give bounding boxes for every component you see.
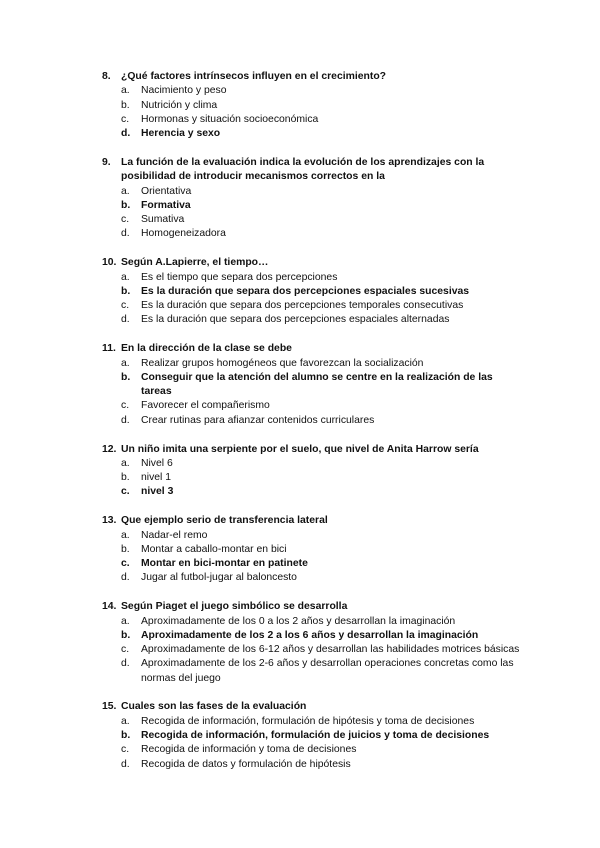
option-letter: a.: [121, 357, 130, 369]
option-letter: a.: [121, 615, 130, 627]
option-text: Sumativa: [141, 214, 185, 226]
option-text: Realizar grupos homogéneos que favorezcan la socialización: [141, 357, 424, 369]
question-text: Que ejemplo serio de transferencia lateral: [121, 515, 328, 527]
question-text: En la dirección de la clase se debe: [121, 343, 292, 355]
option-text: Aproximadamente de los 6-12 años y desarrollan las habilidades motrices básicas: [141, 644, 520, 656]
option-text: Jugar al futbol-jugar al baloncesto: [141, 572, 297, 584]
answer-option: [0, 357, 600, 371]
option-text: Recogida de información, formulación de hipótesis y toma de decisiones: [141, 715, 475, 727]
question-15: [0, 700, 600, 771]
question-8: [0, 70, 600, 141]
answer-option: [0, 84, 600, 98]
question-number: 10.: [102, 257, 117, 269]
option-letter: b.: [121, 730, 131, 742]
correct-answer-option: [0, 285, 600, 299]
option-text: Es la duración que separa dos percepciones temporales consecutivas: [141, 300, 464, 312]
answer-option: [0, 227, 600, 241]
option-text: Nutrición y clima: [141, 99, 218, 111]
question-12: [0, 443, 600, 500]
question-text: Un niño imita una serpiente por el suelo, que nivel de Anita Harrow sería: [121, 443, 479, 455]
option-letter: b.: [121, 371, 131, 383]
question-number: 11.: [102, 343, 116, 355]
option-letter: a.: [121, 457, 130, 469]
question-10: [0, 256, 600, 327]
option-text: Herencia y sexo: [141, 128, 221, 140]
question-text: Cuales son las fases de la evaluación: [121, 701, 307, 713]
answer-option: [0, 615, 600, 629]
option-letter: b.: [121, 472, 130, 484]
answer-option: [0, 529, 600, 543]
question-text: Según Piaget el juego simbólico se desarrolla: [121, 601, 348, 613]
answer-option: [0, 457, 600, 471]
answer-option: [0, 113, 600, 127]
question-number: 14.: [102, 601, 117, 613]
question-number: 13.: [102, 515, 117, 527]
option-text: Recogida de información y toma de decisiones: [141, 744, 357, 756]
option-letter: c.: [121, 400, 130, 412]
option-text: Crear rutinas para afianzar contenidos curriculares: [141, 414, 375, 426]
option-letter: a.: [121, 715, 130, 727]
option-letter: d.: [121, 658, 130, 670]
option-text: Conseguir que la atención del alumno se centre en la realización de las tareas: [141, 371, 493, 398]
option-letter: a.: [121, 85, 130, 97]
option-letter: c.: [121, 113, 130, 125]
answer-option: [0, 313, 600, 327]
option-letter: c.: [121, 744, 130, 756]
option-text: Es la duración que separa dos percepciones espaciales alternadas: [141, 314, 450, 326]
correct-answer-option: [0, 557, 600, 571]
option-letter: a.: [121, 271, 130, 283]
question-list: [0, 70, 600, 786]
option-text: Recogida de datos y formulación de hipótesis: [141, 758, 351, 770]
option-letter: d.: [121, 758, 130, 770]
option-text: Homogeneizadora: [141, 228, 226, 240]
option-text: Aproximadamente de los 2-6 años y desarrollan operaciones concretas como las normas del juego: [141, 658, 514, 684]
option-letter: c.: [121, 558, 130, 570]
question-number: 8.: [102, 71, 111, 82]
answer-option: [0, 299, 600, 313]
option-text: nivel 3: [141, 486, 174, 498]
option-text: Nacimiento y peso: [141, 85, 227, 97]
option-letter: b.: [121, 99, 130, 111]
option-text: Orientativa: [141, 185, 192, 197]
answer-option: [0, 471, 600, 485]
option-letter: d.: [121, 414, 130, 426]
question-number: 12.: [102, 443, 117, 455]
option-text: Es el tiempo que separa dos percepciones: [141, 271, 338, 283]
option-letter: b.: [121, 199, 131, 211]
option-text: Montar a caballo-montar en bici: [141, 543, 287, 555]
answer-option: [0, 399, 600, 413]
option-text: Recogida de información, formulación de juicios y toma de decisiones: [141, 730, 490, 742]
question-11: [0, 342, 600, 428]
question-text: La función de la evaluación indica la evolución de los aprendizajes con la posibilidad de introducir mecanismos correctos en la: [121, 156, 485, 183]
option-letter: a.: [121, 185, 130, 197]
question-13: [0, 514, 600, 585]
option-text: Nadar-el remo: [141, 529, 208, 541]
option-letter: d.: [121, 572, 130, 584]
option-letter: b.: [121, 629, 131, 641]
option-text: Hormonas y situación socioeconómica: [141, 113, 319, 125]
option-text: Montar en bici-montar en patinete: [141, 558, 308, 570]
answer-option: [0, 715, 600, 729]
answer-option: [0, 99, 600, 113]
answer-option: [0, 758, 600, 772]
answer-option: [0, 185, 600, 199]
answer-option: [0, 543, 600, 557]
question-text: Según A.Lapierre, el tiempo…: [121, 257, 269, 269]
option-letter: c.: [121, 300, 130, 312]
option-letter: a.: [121, 529, 130, 541]
answer-option: [0, 643, 600, 657]
option-text: Es la duración que separa dos percepciones espaciales sucesivas: [141, 285, 470, 297]
option-text: nivel 1: [141, 472, 172, 484]
answer-option: [0, 657, 600, 686]
correct-answer-option: [0, 729, 600, 743]
option-letter: d.: [121, 128, 131, 140]
option-letter: c.: [121, 214, 130, 226]
question-14: [0, 600, 600, 686]
option-letter: c.: [121, 644, 130, 656]
correct-answer-option: [0, 199, 600, 213]
option-text: Aproximadamente de los 2 a los 6 años y desarrollan la imaginación: [141, 629, 479, 641]
option-text: Aproximadamente de los 0 a los 2 años y desarrollan la imaginación: [141, 615, 456, 627]
option-text: Formativa: [141, 199, 191, 211]
correct-answer-option: [0, 371, 600, 400]
question-text: ¿Qué factores intrínsecos influyen en el crecimiento?: [121, 71, 387, 82]
answer-option: [0, 213, 600, 227]
answer-option: [0, 271, 600, 285]
option-letter: d.: [121, 228, 130, 240]
answer-option: [0, 743, 600, 757]
option-letter: b.: [121, 285, 131, 297]
question-number: 15.: [102, 701, 117, 713]
question-number: 9.: [102, 156, 111, 168]
answer-option: [0, 571, 600, 585]
question-9: [0, 156, 600, 242]
option-letter: c.: [121, 486, 130, 498]
option-letter: b.: [121, 543, 130, 555]
option-text: Favorecer el compañerismo: [141, 400, 270, 412]
answer-option: [0, 414, 600, 428]
option-text: Nivel 6: [141, 457, 173, 469]
correct-answer-option: [0, 629, 600, 643]
correct-answer-option: [0, 485, 600, 499]
correct-answer-option: [0, 127, 600, 141]
option-letter: d.: [121, 314, 130, 326]
